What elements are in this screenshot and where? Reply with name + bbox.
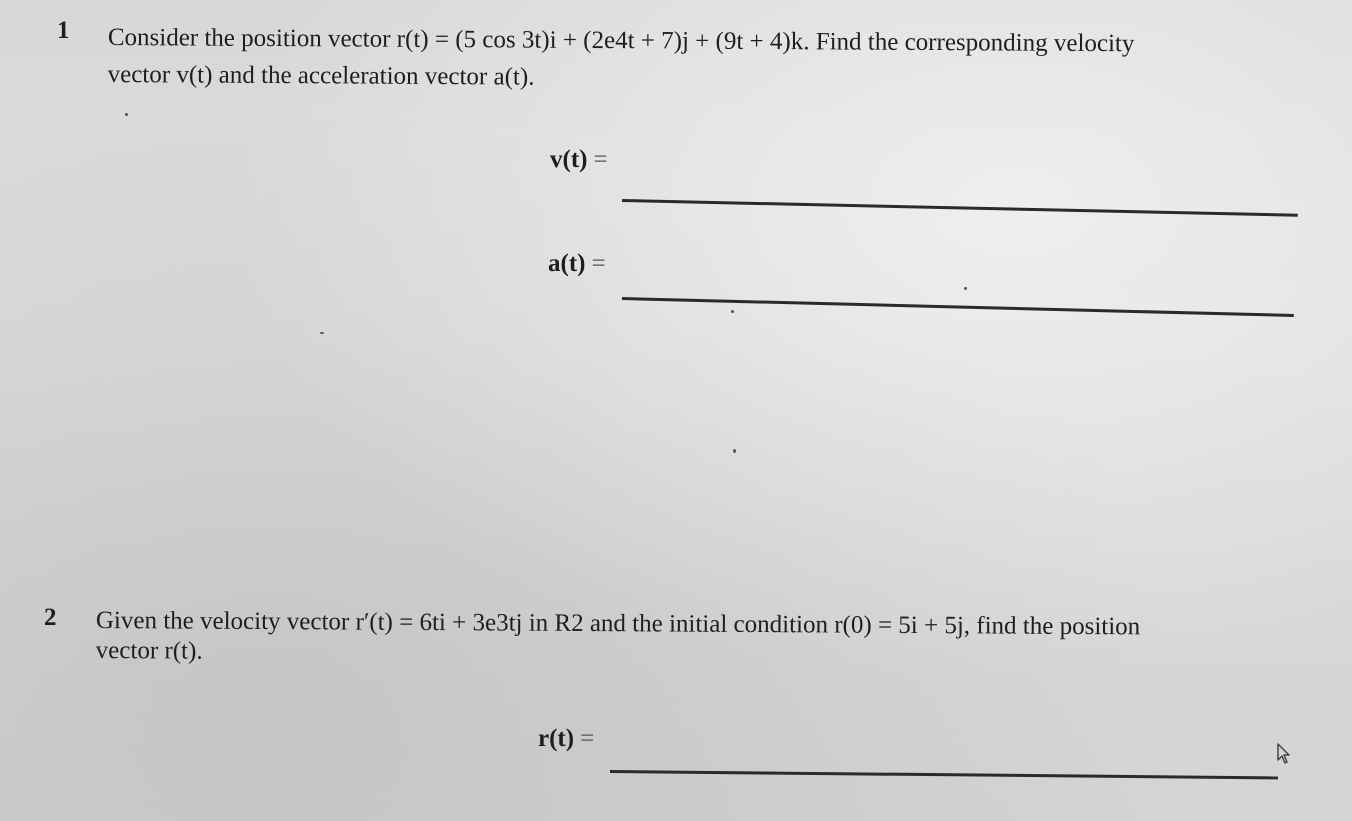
position-label: r(t) xyxy=(538,725,575,752)
answer-row-position xyxy=(538,725,594,753)
acceleration-equals: = xyxy=(591,250,606,277)
problem-2-line-1: Given the velocity vector r′(t) = 6ti + 3e3tj in R2 and the initial condition r(0) = 5i + 5j, find the position xyxy=(95,607,1141,641)
paper-speck xyxy=(733,449,736,453)
paper-speck xyxy=(964,287,967,290)
answer-row-acceleration xyxy=(548,250,606,278)
paper-speck xyxy=(731,310,734,313)
position-equals: = xyxy=(580,725,595,752)
problem-2-statement xyxy=(96,606,1141,672)
acceleration-label: a(t) xyxy=(548,250,586,277)
problem-1-line-1: Consider the position vector r(t) = (5 cos 3t)i + (2e4t + 7)j + (9t + 4)k. Find the corresponding velocity xyxy=(107,23,1135,58)
position-answer-line[interactable] xyxy=(610,770,1278,779)
problem-1-statement xyxy=(108,19,1135,99)
paper-speck xyxy=(125,113,128,116)
problem-2-line-2: vector r(t). xyxy=(95,636,203,665)
velocity-equals: = xyxy=(593,146,608,173)
velocity-answer-line[interactable] xyxy=(622,199,1298,217)
problem-2-number: 2 xyxy=(44,604,57,631)
velocity-label: v(t) xyxy=(550,146,588,173)
answer-row-velocity xyxy=(550,146,608,174)
paper-speck xyxy=(320,332,324,334)
problem-1-line-2: vector v(t) and the acceleration vector a(t). xyxy=(107,60,535,91)
pointer-cursor-icon xyxy=(1276,743,1292,765)
problem-1-number: 1 xyxy=(57,17,70,44)
acceleration-answer-line[interactable] xyxy=(622,297,1294,317)
